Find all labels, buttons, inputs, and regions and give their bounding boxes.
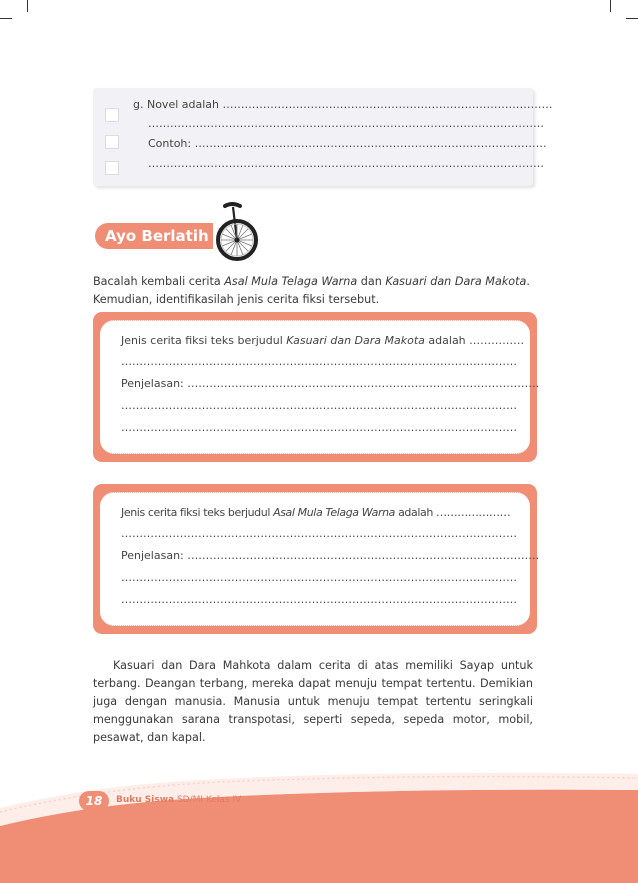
question-line: Jenis cerita fiksi teks berjudul Asal Mula Telaga Warna adalah ………………… — [121, 506, 511, 519]
explanation-line[interactable]: Penjelasan: …………………………………………………………………………………… — [121, 377, 540, 390]
book-title: Buku Siswa SD/MI Kelas IV — [116, 795, 242, 805]
note-line: ……………………………………………………………………………………………… — [148, 157, 544, 170]
explanation-line[interactable]: Penjelasan: …………………………………………………………………………………… — [121, 549, 540, 562]
answer-line[interactable]: ……………………………………………………………………………………………… — [121, 593, 517, 606]
page-number: 18 — [79, 791, 109, 811]
answer-line[interactable]: ……………………………………………………………………………………………… — [121, 571, 517, 584]
crop-mark — [626, 18, 638, 19]
answer-box-1 — [93, 312, 540, 462]
note-line: g. Novel adalah ……………………………………………………………………………… — [133, 98, 553, 111]
answer-box-2 — [93, 484, 540, 634]
closing-paragraph: Kasuari dan Dara Mahkota dalam cerita di atas memiliki Sayap untuk terbang. Deangan terbang, mereka dapat menuju tempat tertentu. Demikian juga dengan manusia. Manusia untuk menuju tempat tertentu seringkali menggunakan sarana transpotasi, seperti sepeda, sepeda motor, mobil, pesawat, dan kapal. — [93, 659, 533, 744]
checkbox[interactable] — [105, 108, 119, 122]
answer-line[interactable]: ……………………………………………………………………………………………… — [121, 421, 517, 434]
section-title: Ayo Berlatih — [95, 223, 213, 249]
answer-line[interactable]: ……………………………………………………………………………………………… — [121, 355, 517, 368]
footer-wave — [0, 770, 638, 883]
answer-box-inner — [100, 492, 540, 626]
note-line: Contoh: …………………………………………………………………………………… — [148, 137, 547, 150]
instruction-line: Bacalah kembali cerita Asal Mula Telaga Warna dan Kasuari dan Dara Makota. — [93, 275, 530, 288]
unicycle-icon — [208, 200, 264, 262]
crop-mark — [27, 0, 28, 12]
note-line: ……………………………………………………………………………………………… — [148, 117, 544, 130]
question-line: Jenis cerita fiksi teks berjudul Kasuari dan Dara Makota adalah …………… — [121, 334, 525, 347]
instruction-line: Kemudian, identifikasilah jenis cerita fiksi tersebut. — [93, 292, 380, 306]
answer-box-inner — [100, 320, 540, 454]
answer-line[interactable]: ……………………………………………………………………………………………… — [121, 399, 517, 412]
crop-mark — [610, 0, 611, 12]
crop-mark — [0, 18, 12, 19]
checkbox[interactable] — [105, 135, 119, 149]
checkbox[interactable] — [105, 161, 119, 175]
note-box — [93, 88, 553, 186]
instruction-text — [93, 273, 533, 308]
answer-line[interactable]: ……………………………………………………………………………………………… — [121, 527, 517, 540]
